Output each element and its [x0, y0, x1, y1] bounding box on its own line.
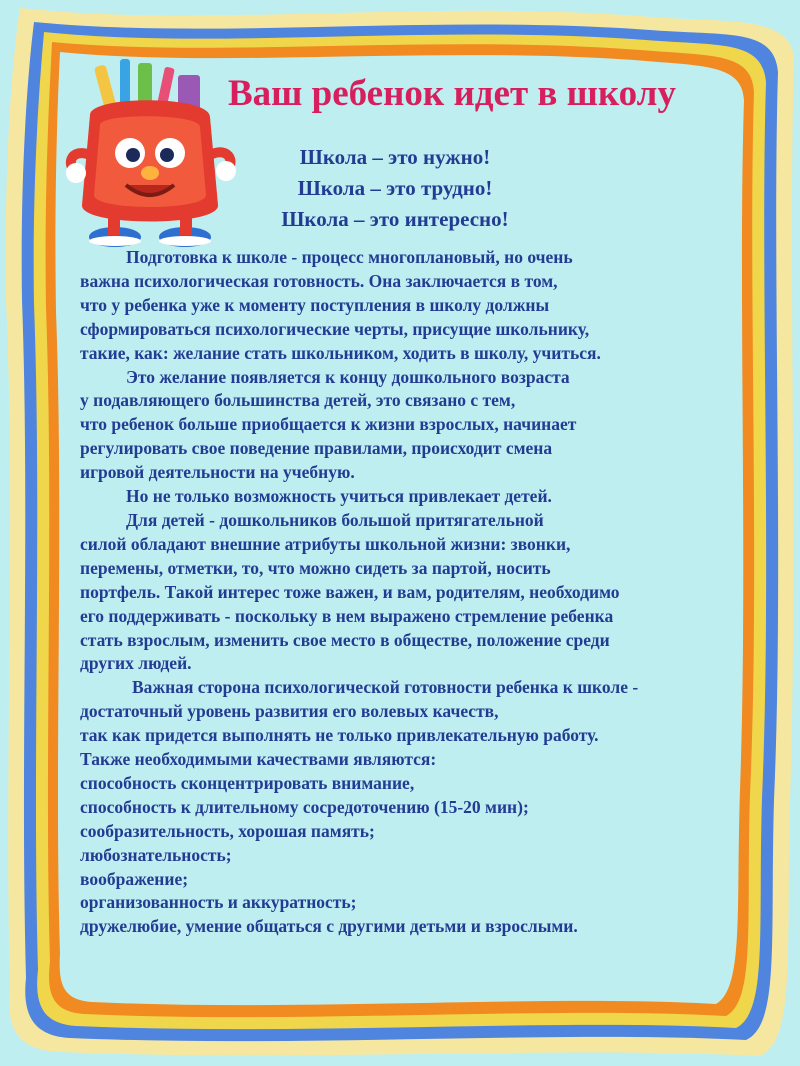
- text-line: Подготовка к школе - процесс многоплановый, но очень: [126, 247, 573, 267]
- text-line: Важная сторона психологической готовности ребенка к школе -: [132, 677, 639, 698]
- page-title: Ваш ребенок идет в школу: [228, 73, 676, 114]
- text-line: сформироваться психологические черты, присущие школьнику,: [80, 318, 590, 339]
- text-line: так как придется выполнять не только привлекательную работу.: [80, 725, 599, 746]
- text-line: Также необходимыми качествами являются:: [80, 749, 437, 770]
- text-line: важна психологическая готовность. Она заключается в том,: [80, 270, 558, 291]
- text-line: способность сконцентрировать внимание,: [80, 772, 415, 793]
- text-line: его поддерживать - поскольку в нем выражено стремление ребенка: [80, 605, 614, 626]
- text-line: дружелюбие, умение общаться с другими детьми и взрослыми.: [80, 916, 578, 937]
- text-line: силой обладают внешние атрибуты школьной жизни: звонки,: [80, 533, 571, 554]
- text-line: регулировать свое поведение правилами, происходит смена: [80, 438, 553, 459]
- slogan-1: Школа – это нужно!: [299, 145, 491, 169]
- slogan-3: Школа – это интересно!: [281, 207, 509, 231]
- text-line: достаточный уровень развития его волевых качеств,: [80, 701, 499, 722]
- text-line: воображение;: [80, 868, 189, 889]
- text-line: что у ребенка уже к моменту поступления в школу должны: [80, 294, 550, 315]
- text-line: Для детей - дошкольников большой притягательной: [126, 509, 544, 530]
- text-line: сообразительность, хорошая память;: [80, 820, 375, 841]
- text-line: что ребенок больше приобщается к жизни взрослых, начинает: [80, 414, 577, 435]
- text-line: организованность и аккуратность;: [80, 892, 357, 913]
- body-text: [80, 246, 748, 939]
- text-line: у подавляющего большинства детей, это связано с тем,: [80, 390, 516, 411]
- text-line: способность к длительному сосредоточению (15-20 мин);: [80, 796, 529, 817]
- slogans: [240, 142, 550, 235]
- text-line: портфель. Такой интерес тоже важен, и вам, родителям, необходимо: [80, 581, 620, 602]
- text-line: перемены, отметки, то, что можно сидеть за партой, носить: [80, 557, 551, 578]
- backpack-mascot-icon: [60, 55, 240, 255]
- text-line: других людей.: [80, 653, 192, 674]
- text-line: стать взрослым, изменить свое место в обществе, положение среди: [80, 629, 610, 650]
- text-line: игровой деятельности на учебную.: [80, 462, 355, 483]
- text-line: такие, как: желание стать школьником, ходить в школу, учиться.: [80, 342, 601, 363]
- text-line: любознательность;: [80, 844, 232, 865]
- slogan-2: Школа – это трудно!: [297, 176, 493, 200]
- text-line: Но не только возможность учиться привлекает детей.: [126, 486, 552, 507]
- text-line: Это желание появляется к концу дошкольного возраста: [126, 366, 570, 387]
